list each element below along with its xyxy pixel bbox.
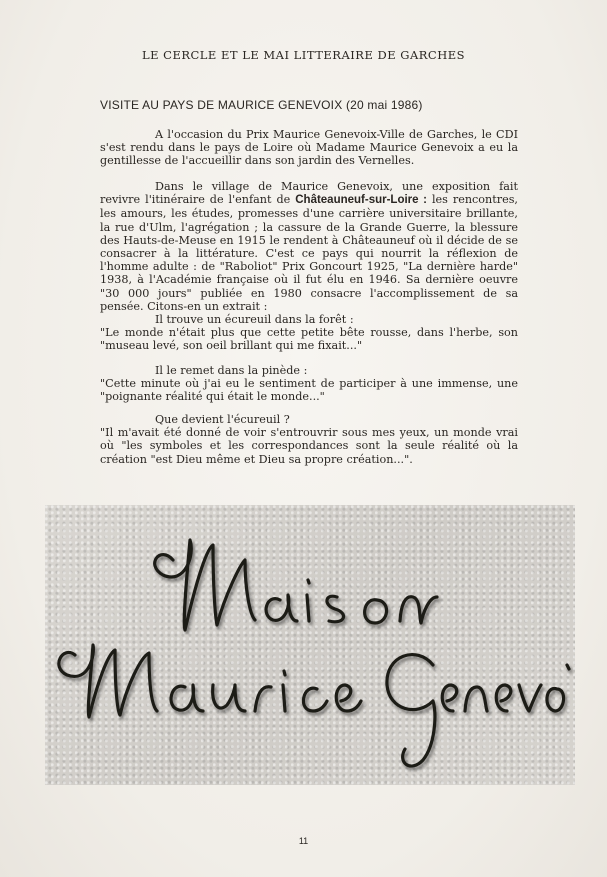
sign-words-maurice-genevoix — [59, 645, 569, 766]
article-title: VISITE AU PAYS DE MAURICE GENEVOIX (20 mai 1986) — [100, 98, 423, 112]
place-name-bold: Châteauneuf-sur-Loire : — [295, 194, 427, 207]
running-header: LE CERCLE ET LE MAI LITTERAIRE DE GARCHES — [141, 48, 466, 62]
page-number: 11 — [298, 836, 309, 846]
quote-text-1: "Le monde n'était plus que cette petite bête rousse, dans l'herbe, son "museau levé, son oeil brillant qui me fixait..." — [100, 326, 518, 353]
house-sign-photo — [45, 505, 575, 785]
quote-intro-2: Il le remet dans la pinède : — [155, 364, 308, 377]
quote-intro-3: Que devient l'écureuil ? — [155, 413, 290, 426]
handwritten-sign — [45, 505, 575, 785]
quote-text-2: "Cette minute où j'ai eu le sentiment de participer à une immense, une "poignante réalité qui était le monde..." — [100, 377, 518, 404]
quote-text-3: "Il m'avait été donné de voir s'entrouvrir sous mes yeux, un monde vrai où "les symboles et les correspondances sont la seule réalité où la création "est Dieu même et Dieu sa propre création...". — [100, 426, 518, 466]
paragraph-intro: A l'occasion du Prix Maurice Genevoix-Ville de Garches, le CDI s'est rendu dans le pays de Loire où Madame Maurice Genevoix a eu la gentillesse de l'accueillir dans son jardin des Vernelles. — [100, 128, 518, 168]
paragraph-village-start: Dans le village de Maurice Genevoix, une exposition fait revivre l'itinéraire de l'enfant de — [100, 180, 518, 207]
paragraph-village — [100, 180, 518, 313]
paragraph-village-end: les rencontres, les amours, les études, promesses d'une carrière universitaire brillante, la rue d'Ulm, l'agrégation ; la cassure de la Grande Guerre, la blessure des Hauts-de-Meuse en 1915 le rendent à Châteauneuf où il décide de se consacrer à la littérature. C'est ce pays qui nourrit la réflexion de l'homme adulte : de "Raboliot" Prix Goncourt 1925, "La dernière harde" 1938, à l'Académie française où il fut élu en 1946. Sa dernière oeuvre "30 000 jours" publiée en 1980 consacre l'accomplissement de sa pensée. Citons-en un extrait : — [100, 193, 518, 313]
quote-block-1 — [100, 313, 518, 353]
quote-intro-1: Il trouve un écureuil dans la forêt : — [155, 313, 354, 326]
sign-word-maison — [155, 540, 437, 630]
quote-block-3 — [100, 413, 518, 466]
quote-block-2 — [100, 364, 518, 404]
